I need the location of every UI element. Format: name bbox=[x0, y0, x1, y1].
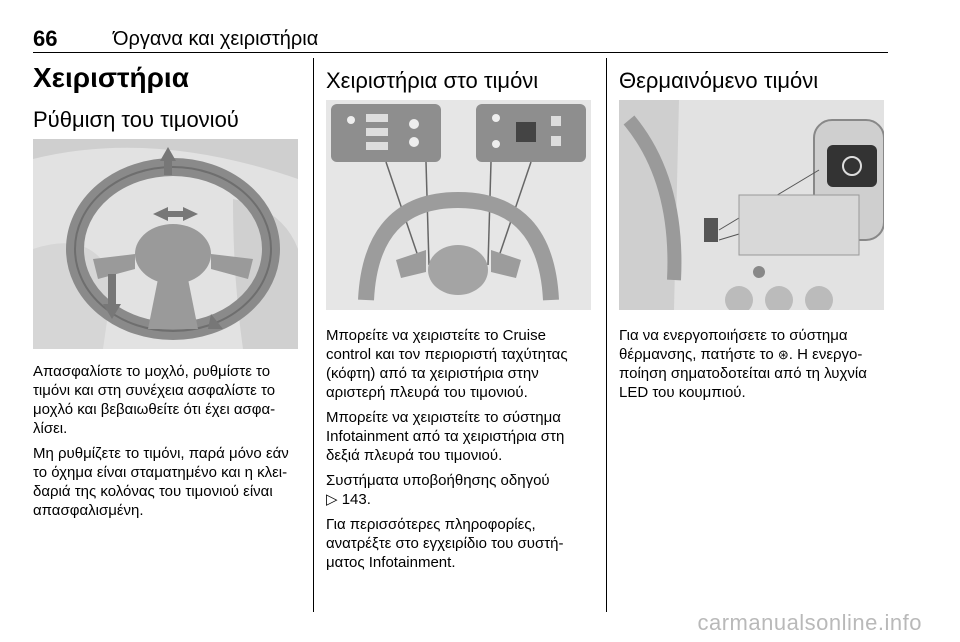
paragraph-end: . Η ενεργο- ποίηση σηματοδοτείται από τη λυχνία LED του κουμπιού. bbox=[619, 346, 867, 401]
paragraph-start: Για να ενεργοποιήσετε το σύστημα θέρμανσης, πατήστε το bbox=[619, 327, 848, 363]
heated-wheel-figure bbox=[619, 100, 884, 310]
chapter-title: Όργανα και χειριστήρια bbox=[113, 28, 319, 50]
right-body-text bbox=[619, 326, 887, 408]
section-title: Χειριστήρια bbox=[33, 62, 189, 93]
subsection-title: Ρύθμιση του τιμονιού bbox=[33, 107, 239, 132]
arrow-ref-icon: ▷ bbox=[326, 491, 338, 508]
heated-wheel-title: Θερμαινόμενο τιμόνι bbox=[619, 68, 819, 93]
column-divider-left bbox=[313, 58, 314, 612]
paragraph: Μη ρυθμίζετε το τιμόνι, παρά μόνο εάν το όχημα είναι σταματημένο και η κλει- δαριά της κολόνας του τιμονιού είναι απασφαλισμένη. bbox=[33, 445, 289, 519]
middle-body-text bbox=[326, 326, 594, 578]
column-divider-right bbox=[606, 58, 607, 612]
paragraph: Μπορείτε να χειριστείτε το Cruise control και τον περιοριστή ταχύτητας (κόφτη) από τα χειριστήρια στην αριστερή πλευρά του τιμονιού. bbox=[326, 327, 568, 401]
controls-title: Χειριστήρια στο τιμόνι bbox=[326, 68, 539, 93]
steering-controls-figure bbox=[326, 100, 591, 310]
paragraph: Για περισσότερες πληροφορίες, ανατρέξτε στο εγχειρίδιο του συστή- ματος Infotainment. bbox=[326, 516, 564, 571]
paragraph: Συστήματα υποβοήθησης οδηγού bbox=[326, 472, 550, 489]
heated-steering-wheel-icon: ⊛ bbox=[777, 347, 789, 362]
paragraph: Μπορείτε να χειριστείτε το σύστημα Infotainment από τα χειριστήρια στη δεξιά πλευρά του τιμονιού. bbox=[326, 409, 565, 464]
steering-adjustment-figure bbox=[33, 139, 298, 349]
watermark: carmanualsonline.info bbox=[697, 610, 922, 635]
left-body-text bbox=[33, 362, 301, 526]
page-header bbox=[33, 22, 888, 53]
page-number: 66 bbox=[33, 26, 58, 51]
paragraph: Απασφαλίστε το μοχλό, ρυθμίστε το τιμόνι και στη συνέχεια ασφαλίστε το μοχλό και βεβαιωθείτε ότι έχει ασφα- λίσει. bbox=[33, 363, 276, 437]
page-reference[interactable]: 143. bbox=[341, 491, 371, 508]
